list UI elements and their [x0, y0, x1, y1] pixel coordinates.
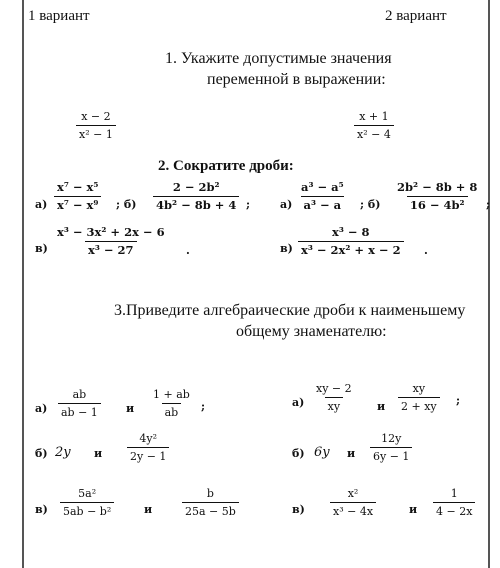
- denominator: x³ − 27: [85, 241, 137, 257]
- task2-v1-a-fraction: [54, 181, 101, 212]
- denominator: x³ − 2x² + x − 2: [298, 241, 404, 257]
- task3-title-line2: общему знаменателю:: [236, 323, 387, 340]
- denominator: 2y − 1: [127, 447, 169, 463]
- numerator: 1: [450, 487, 458, 500]
- task3-v2-b-term: 6y: [314, 445, 330, 460]
- task2-v1-separator: ; б): [116, 198, 137, 211]
- denominator: x² − 1: [76, 125, 116, 141]
- task2-v1-b-end: ;: [246, 198, 251, 211]
- numerator: 2b² − 8b + 8: [397, 180, 478, 194]
- numerator: ab: [72, 388, 87, 401]
- left-border: [22, 0, 24, 568]
- task3-v1-a-end: ;: [201, 400, 206, 413]
- task2-v1-c-label: в): [35, 242, 48, 255]
- task1-title-line2: переменной в выражении:: [207, 71, 386, 88]
- denominator: 16 − 4b²: [407, 196, 468, 212]
- task3-v2-a-label: а): [292, 396, 305, 409]
- task2-v1-c-end: .: [186, 244, 190, 257]
- variant-2-header: 2 вариант: [385, 8, 447, 24]
- task3-v2-c-label: в): [292, 503, 305, 516]
- numerator: x³ − 8: [332, 225, 370, 239]
- denominator: x⁷ − x⁹: [54, 196, 101, 212]
- numerator: xy: [412, 382, 426, 395]
- task3-v1-a-fraction-2: [150, 388, 193, 419]
- task1-title-line1: 1. Укажите допустимые значения: [165, 50, 392, 67]
- numerator: 5a²: [78, 487, 97, 500]
- task2-v2-c-fraction: [298, 226, 404, 257]
- task3-v1-a-label: а): [35, 402, 48, 415]
- task3-v1-a-and: и: [126, 402, 135, 415]
- task3-v2-b-and: и: [347, 447, 356, 460]
- denominator: 5ab − b²: [60, 502, 114, 518]
- task2-v1-b-fraction: [153, 181, 239, 212]
- numerator: x³ − 3x² + 2x − 6: [57, 225, 165, 239]
- task3-v2-c-fraction-2: [433, 487, 475, 518]
- task3-v1-b-fraction: [127, 432, 169, 463]
- task3-v1-c-label: в): [35, 503, 48, 516]
- task2-v2-c-label: в): [280, 242, 293, 255]
- numerator: a³ − a⁵: [301, 180, 344, 194]
- task2-v1-a-label: а): [35, 198, 48, 211]
- denominator: x² − 4: [354, 125, 394, 141]
- task3-v2-a-fraction-1: [313, 382, 355, 413]
- task2-v2-a-label: а): [280, 198, 293, 211]
- task3-v2-a-end: ;: [456, 394, 461, 407]
- task2-v2-a-fraction: [298, 181, 347, 212]
- task3-title-line1: 3.Приведите алгебраические дроби к наименьшему: [114, 302, 466, 319]
- numerator: xy − 2: [316, 382, 352, 395]
- numerator: 12y: [381, 432, 402, 445]
- denominator: ab − 1: [58, 403, 101, 419]
- task3-v1-c-fraction-1: [60, 487, 114, 518]
- numerator: 1 + ab: [153, 388, 190, 401]
- denominator: 6y − 1: [370, 447, 412, 463]
- task2-v2-c-end: .: [424, 244, 428, 257]
- task2-v2-separator: ; б): [360, 198, 381, 211]
- task3-v2-b-fraction: [370, 432, 412, 463]
- task2-v2-b-fraction: [394, 181, 480, 212]
- task3-v2-a-fraction-2: [398, 382, 440, 413]
- numerator: 4y²: [139, 432, 158, 445]
- task2-title: 2. Сократите дроби:: [158, 158, 294, 174]
- denominator: a³ − a: [301, 196, 345, 212]
- task1-v1-fraction: [76, 110, 116, 141]
- numerator: x + 1: [359, 110, 389, 123]
- task3-v1-c-and: и: [144, 503, 153, 516]
- task3-v1-a-fraction-1: [58, 388, 101, 419]
- task3-v2-a-and: и: [377, 400, 386, 413]
- denominator: 25a − 5b: [182, 502, 239, 518]
- denominator: 4b² − 8b + 4: [153, 196, 239, 212]
- task3-v1-b-label: б): [35, 447, 48, 460]
- task3-v1-c-fraction-2: [182, 487, 239, 518]
- task1-v2-fraction: [354, 110, 394, 141]
- task3-v1-b-term: 2y: [55, 445, 71, 460]
- denominator: ab: [162, 403, 182, 419]
- task3-v1-b-and: и: [94, 447, 103, 460]
- task3-v2-b-label: б): [292, 447, 305, 460]
- task3-v2-c-fraction-1: [330, 487, 376, 518]
- task3-v2-c-and: и: [409, 503, 418, 516]
- numerator: b: [206, 487, 214, 500]
- denominator: 4 − 2x: [433, 502, 475, 518]
- task2-v1-c-fraction: [54, 226, 168, 257]
- right-border: [488, 0, 490, 568]
- variant-1-header: 1 вариант: [28, 8, 90, 24]
- denominator: xy: [325, 397, 343, 413]
- numerator: 2 − 2b²: [172, 180, 220, 194]
- numerator: x − 2: [81, 110, 111, 123]
- denominator: 2 + xy: [398, 397, 440, 413]
- denominator: x³ − 4x: [330, 502, 376, 518]
- numerator: x²: [347, 487, 359, 500]
- numerator: x⁷ − x⁵: [57, 180, 99, 194]
- task2-v2-b-end: ;: [486, 198, 491, 211]
